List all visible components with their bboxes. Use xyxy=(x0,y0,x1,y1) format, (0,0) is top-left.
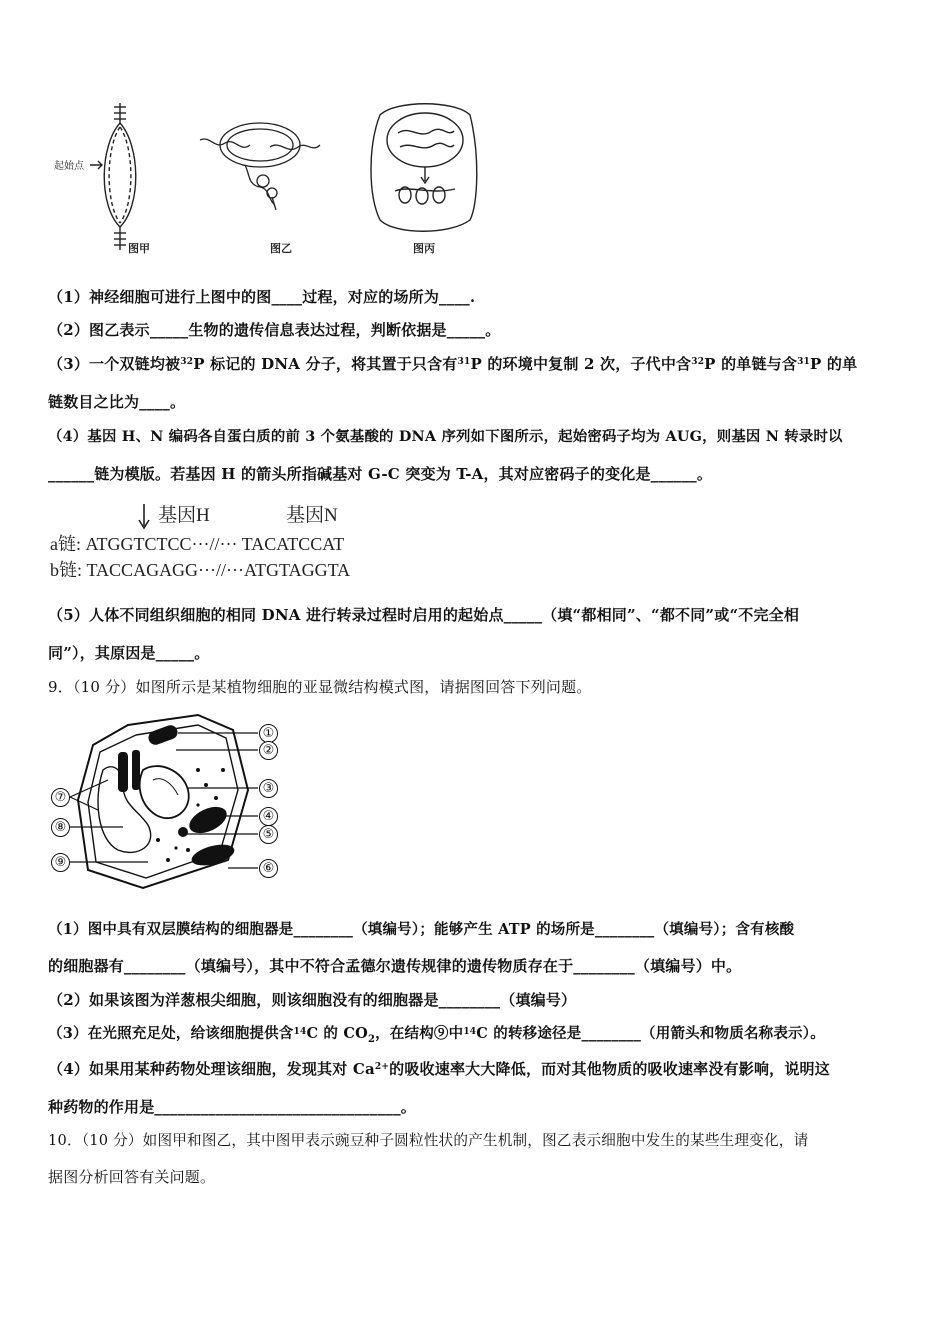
label-9: ⑨ xyxy=(51,853,70,872)
label-2: ② xyxy=(259,741,278,760)
q9-part2: （2）如果该图为洋葱根尖细胞，则该细胞没有的细胞器是________（填编号） xyxy=(48,991,577,1009)
q8-part5-line2: 同”），其原因是_____。 xyxy=(48,644,210,662)
label-6: ⑥ xyxy=(259,859,278,878)
q8-part2: （2）图乙表示_____生物的遗传信息表达过程，判断依据是_____。 xyxy=(48,321,501,339)
q9-part4-line2: 种药物的作用是________________________________。 xyxy=(48,1098,417,1116)
plant-cell-figure xyxy=(48,710,288,895)
label-8: ⑧ xyxy=(51,818,70,837)
label-4: ④ xyxy=(259,807,278,826)
q9-title: 9．（10 分）如图所示是某植物细胞的亚显微结构模式图，请据图回答下列问题。 xyxy=(48,678,592,696)
q9-part3: （3）在光照充足处，给该细胞提供含$^{14}$C 的 $CO_2$，在结构⑨中$^{14}$C 的转移途径是________（用箭头和物质名称表示）。 xyxy=(48,1025,825,1045)
gene-h-label: 基因H xyxy=(158,505,210,526)
label-3: ③ xyxy=(259,779,278,798)
label-5: ⑤ xyxy=(259,825,278,844)
prokaryote-expression-diagram xyxy=(200,123,320,210)
caption-jia: 图甲 xyxy=(128,242,150,255)
q8-part3-line1: （3）一个双链均被$^{32}$P 标记的 DNA 分子，将其置于只含有$^{31}$P 的环境中复制 2 次，子代中含$^{32}$P 的单链与含$^{31}$P 的单 xyxy=(48,355,858,373)
replication-bubble-diagram xyxy=(90,103,136,250)
caption-yi: 图乙 xyxy=(270,242,292,255)
strand-b: b链: TACCAGAGG···//···ATGTAGGTA xyxy=(50,560,351,580)
q10-line2: 据图分析回答有关问题。 xyxy=(48,1168,216,1186)
strand-a: a链: ATGGTCTCC···//··· TACATCCAT xyxy=(50,534,345,554)
gene-sequence-figure xyxy=(50,498,380,580)
mutation-arrow-icon xyxy=(134,502,154,532)
caption-bing: 图丙 xyxy=(413,242,435,255)
figure-dna-processes xyxy=(50,95,490,265)
q9-part1-line2: 的细胞器有________（填编号），其中不符合孟德尔遗传规律的遗传物质存在于________（填编号）中。 xyxy=(48,957,742,975)
q10-line1: 10．（10 分）如图甲和图乙，其中图甲表示豌豆种子圆粒性状的产生机制，图乙表示细胞中发生的某些生理变化，请 xyxy=(48,1132,809,1149)
label-1: ① xyxy=(259,724,278,743)
plant-cell-svg xyxy=(48,710,288,895)
q8-part1: （1）神经细胞可进行上图中的图____过程，对应的场所为____. xyxy=(48,288,476,306)
gene-n-label: 基因N xyxy=(286,505,338,526)
start-point-label: 起始点 xyxy=(54,161,84,172)
eukaryote-cell-diagram xyxy=(371,104,477,232)
label-7: ⑦ xyxy=(51,788,70,807)
q9-part4-line1: （4）如果用某种药物处理该细胞，发现其对 $Ca^{2+}$的吸收速率大大降低，而对其他物质的吸收速率没有影响，说明这 xyxy=(48,1060,830,1078)
q8-part5-line1: （5）人体不同组织细胞的相同 DNA 进行转录过程时启用的起始点_____（填“都相同”、“都不同”或“不完全相 xyxy=(48,606,800,624)
q9-part1-line1: （1）图中具有双层膜结构的细胞器是________（填编号）；能够产生 ATP 的场所是________（填编号）；含有核酸 xyxy=(48,921,795,938)
q8-part4-line2: ______链为模版。若基因 H 的箭头所指碱基对 G-C 突变为 T-A，其对应密码子的变化是______。 xyxy=(48,465,713,483)
q8-part4-line1: （4）基因 H、N 编码各自蛋白质的前 3 个氨基酸的 DNA 序列如下图所示，起始密码子均为 AUG，则基因 N 转录时以 xyxy=(48,428,843,445)
q8-part3-line2: 链数目之比为____。 xyxy=(48,393,186,411)
